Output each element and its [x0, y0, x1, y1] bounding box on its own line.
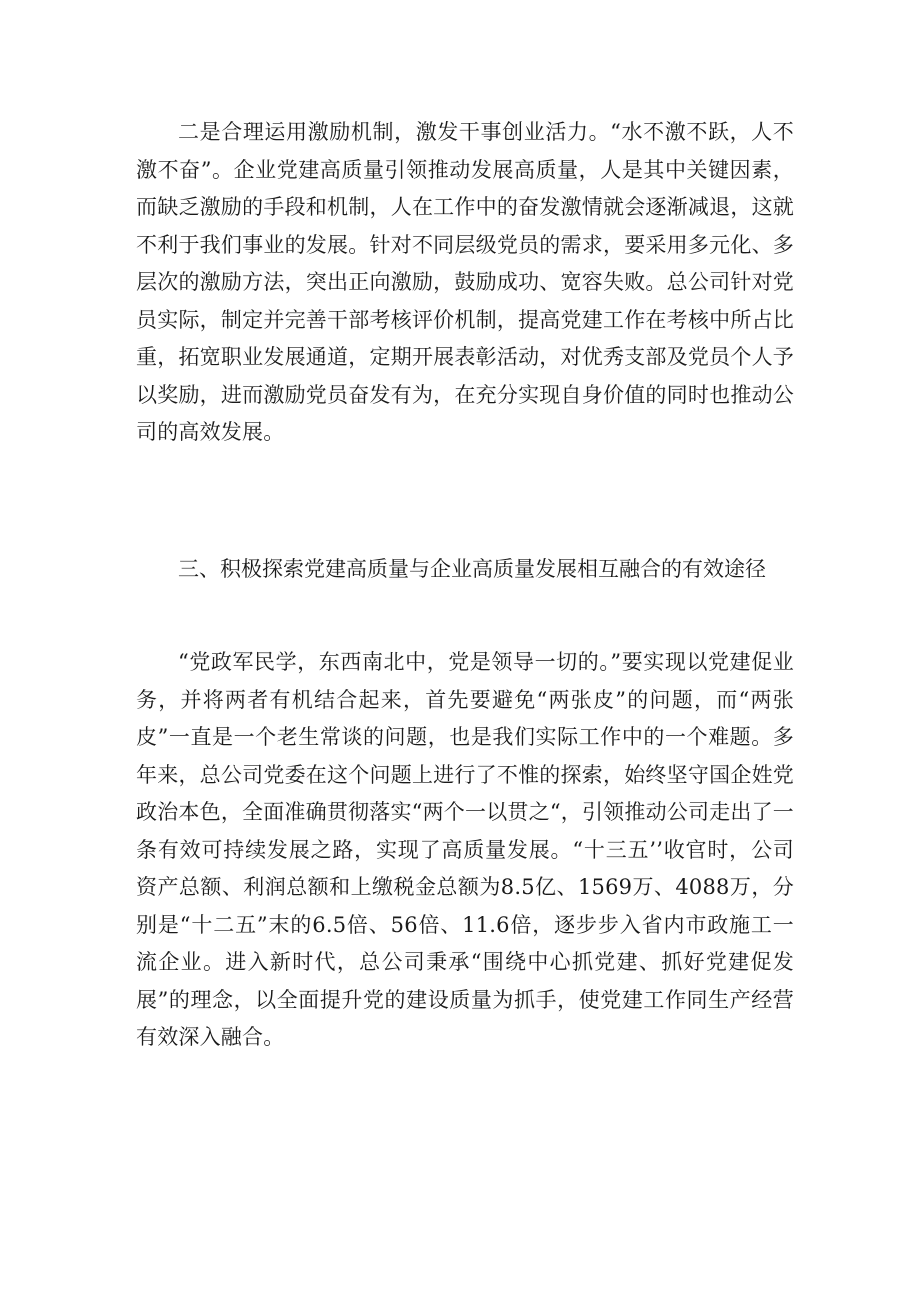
body-paragraph-incentive-mechanism: 二是合理运用激励机制，激发干事创业活力。“水不激不跃，人不激不奋”。企业党建高质量引领推动发展高质量，人是其中关键因素，而缺乏激励的手段和机制，人在工作中的奋发激情就会逐渐减退，这就不利于我们事业的发展。针对不同层级党员的需求，要采用多元化、多层次的激励方法，突出正向激励，鼓励成功、宽容失败。总公司针对党员实际，制定并完善干部考核评价机制，提高党建工作在考核中所占比重，拓宽职业发展通道，定期开展表彰活动，对优秀支部及党员个人予以奖励，进而激励党员奋发有为，在充分实现自身价值的同时也推动公司的高效发展。 [136, 120, 794, 444]
section-heading: 三、积极探索党建高质量与企业高质量发展相互融合的有效途径 [178, 557, 766, 581]
body-paragraph-party-business-integration: “党政军民学，东西南北中，党是领导一切的。”要实现以党建促业务，并将两者有机结合起来，首先要避免“两张皮”的问题，而“两张皮”一直是一个老生常谈的问题，也是我们实际工作中的一个难题。多年来，总公司党委在这个问题上进行了不惟的探索，始终坚守国企姓党政治本色，全面准确贯彻落实“两个一以贯之“，引领推动公司走出了一条有效可持续发展之路，实现了高质量发展。“十三五’’收官时，公司资产总额、利润总额和上缴税金总额为8.5亿、1569万、4088万，分别是“十二五”末的6.5倍、56倍、11.6倍，逐步步入省内市政施工一流企业。进入新时代，总公司秉承“围绕中心抓党建、抓好党建促发展”的理念，以全面提升党的建设质量为抓手，使党建工作同生产经营有效深入融合。 [136, 650, 794, 1049]
